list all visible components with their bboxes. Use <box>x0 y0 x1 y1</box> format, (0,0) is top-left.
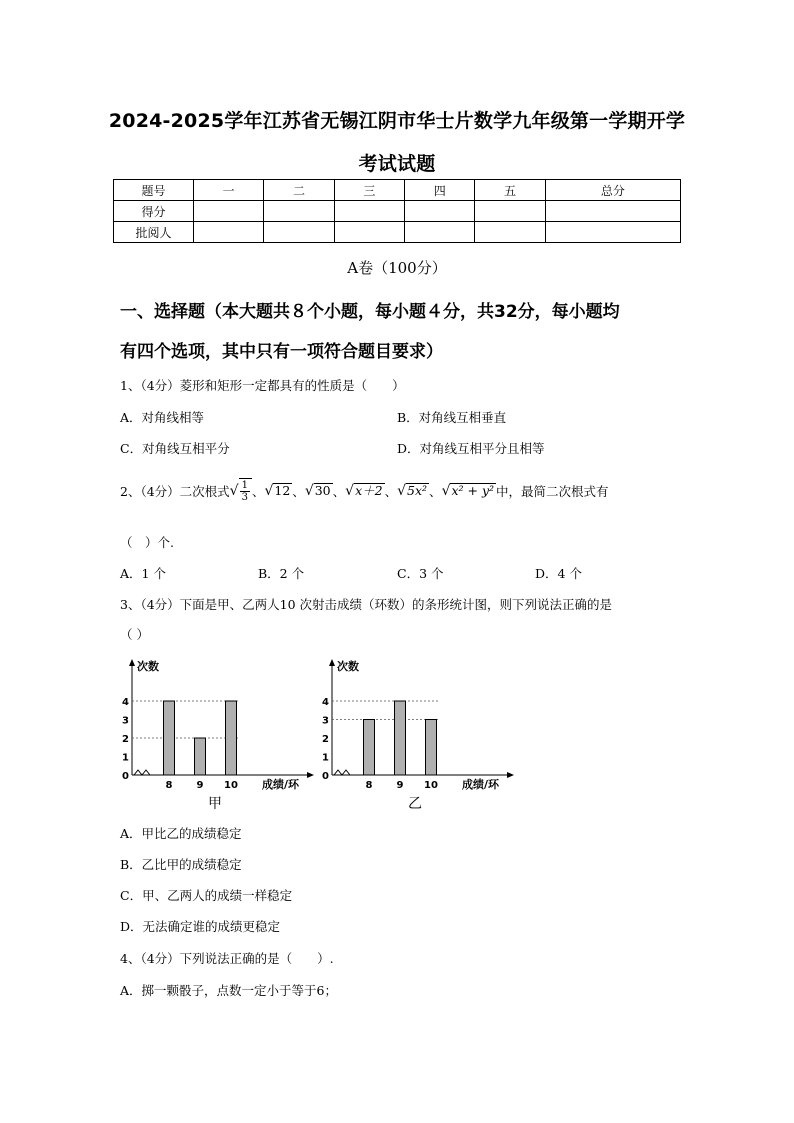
x-tick-label: 10 <box>224 780 238 791</box>
q2-option-c[interactable]: C．3 个 <box>397 566 444 581</box>
x-tick-label: 10 <box>424 780 438 791</box>
x-axis-arrow-icon <box>507 772 514 778</box>
axis-break-icon <box>334 770 350 775</box>
q3-option-b[interactable]: B．乙比甲的成绩稳定 <box>120 857 242 872</box>
q1-option-c[interactable]: C．对角线互相平分 <box>120 441 230 456</box>
reviewer-cell[interactable] <box>545 222 680 243</box>
score-table-row <box>114 222 681 243</box>
q2-radical-5: 5x² <box>407 483 428 498</box>
bar <box>426 720 437 776</box>
bar <box>164 701 175 775</box>
bar <box>364 720 375 776</box>
score-cell[interactable] <box>264 201 334 222</box>
q2-sep: 、 <box>251 483 265 499</box>
score-table <box>113 179 681 243</box>
radical-sign-icon: √ <box>304 482 314 499</box>
radical-sign-icon: √ <box>264 482 274 499</box>
q1-option-a[interactable]: A．对角线相等 <box>120 410 205 425</box>
score-cell[interactable] <box>545 201 680 222</box>
reviewer-cell[interactable] <box>405 222 475 243</box>
q1-option-d[interactable]: D．对角线互相平分且相等 <box>397 441 545 456</box>
radical-sign-icon: √ <box>397 482 407 499</box>
score-table-header-cell: 总分 <box>545 180 680 201</box>
radical-sign-icon: √ <box>229 482 239 499</box>
x-axis-label: 成绩/环 <box>462 778 500 791</box>
score-cell[interactable] <box>475 201 545 222</box>
score-table-header-cell: 五 <box>475 180 545 201</box>
q2-sep: 、 <box>332 483 346 499</box>
score-table-row-label: 批阅人 <box>114 222 194 243</box>
score-table-header-cell: 四 <box>405 180 475 201</box>
q2-stem-line2: （ ）个. <box>120 535 174 550</box>
score-table-header-cell: 一 <box>194 180 264 201</box>
bar <box>195 738 206 775</box>
q2-frac-num: 1 <box>241 480 248 491</box>
bar-chart-jia <box>110 650 320 815</box>
bar <box>226 701 237 775</box>
q1-option-b[interactable]: B．对角线互相垂直 <box>397 410 507 425</box>
q2-radical-4: x＋2 <box>355 483 383 498</box>
score-table-header-row <box>114 180 681 201</box>
q2-stem <box>120 478 609 503</box>
score-table-row <box>114 201 681 222</box>
q2-option-a[interactable]: A．1 个 <box>120 566 166 581</box>
q2-option-b[interactable]: B．2 个 <box>258 566 305 581</box>
doc-title-line1: 2024-2025学年江苏省无锡江阴市华士片数学九年级第一学期开学 <box>108 110 686 132</box>
y-tick-label: 2 <box>322 734 329 745</box>
radical-sign-icon: √ <box>441 482 451 499</box>
y-axis-label: 次数 <box>337 660 359 673</box>
q3-stem-line1: 3、（4分）下面是甲、乙两人10 次射击成绩（环数）的条形统计图，则下列说法正确的是 <box>120 597 613 612</box>
x-tick-label: 9 <box>396 780 404 791</box>
score-table-row-label: 得分 <box>114 201 194 222</box>
y-tick-label: 1 <box>322 752 329 764</box>
q2-frac-den: 3 <box>241 492 248 503</box>
bar-chart-yi <box>310 650 520 815</box>
q2-radical-3: 30 <box>314 483 331 498</box>
score-cell[interactable] <box>334 201 404 222</box>
radical-sign-icon: √ <box>345 482 355 499</box>
y-tick-label: 2 <box>122 734 129 745</box>
x-tick-label: 9 <box>196 780 204 791</box>
q2-radical-6: x² + y² <box>451 483 495 498</box>
y-tick-label: 4 <box>122 697 129 708</box>
score-cell[interactable] <box>405 201 475 222</box>
section-heading-line1: 一、选择题（本大题共８个小题，每小题４分，共32分，每小题均 <box>120 302 620 322</box>
x-axis-label: 成绩/环 <box>262 778 300 791</box>
q2-option-d[interactable]: D．4 个 <box>535 566 582 581</box>
q2-suffix: 中，最简二次根式有 <box>496 483 609 499</box>
q2-radical-2: 12 <box>274 483 291 498</box>
q2-prefix: 2、（4分）二次根式 <box>120 483 230 499</box>
q2-sep: 、 <box>292 483 305 499</box>
q2-radical-1 <box>239 478 252 503</box>
volume-heading: A卷（100分） <box>347 259 447 277</box>
y-axis-label: 次数 <box>137 660 159 673</box>
score-cell[interactable] <box>194 201 264 222</box>
reviewer-cell[interactable] <box>475 222 545 243</box>
q4-stem: 4、（4分）下列说法正确的是（ ）. <box>120 951 334 966</box>
y-tick-label: 0 <box>322 771 329 782</box>
y-tick-label: 3 <box>322 715 329 727</box>
q4-option-a[interactable]: A．掷一颗骰子，点数一定小于等于6； <box>120 983 337 998</box>
q1-stem: 1、（4分）菱形和矩形一定都具有的性质是（ ） <box>120 378 405 393</box>
y-axis-arrow-icon <box>329 659 335 666</box>
reviewer-cell[interactable] <box>264 222 334 243</box>
y-axis-arrow-icon <box>129 659 135 666</box>
score-table-header-cell: 三 <box>334 180 404 201</box>
y-tick-label: 1 <box>122 752 129 764</box>
q3-option-d[interactable]: D．无法确定谁的成绩更稳定 <box>120 919 281 934</box>
doc-title-line2: 考试试题 <box>358 153 436 175</box>
reviewer-cell[interactable] <box>334 222 404 243</box>
score-table-header-cell: 题号 <box>114 180 194 201</box>
chart-title: 甲 <box>208 796 222 812</box>
x-tick-label: 8 <box>365 780 373 791</box>
q2-sep: 、 <box>384 483 398 499</box>
score-table-header-cell: 二 <box>264 180 334 201</box>
x-tick-label: 8 <box>165 780 173 791</box>
bar <box>395 701 406 775</box>
y-tick-label: 0 <box>122 771 129 782</box>
section-heading-line2: 有四个选项，其中只有一项符合题目要求） <box>120 342 443 362</box>
q2-sep: 、 <box>429 483 442 499</box>
chart-title: 乙 <box>408 796 422 812</box>
y-tick-label: 3 <box>122 715 129 727</box>
q3-option-c[interactable]: C．甲、乙两人的成绩一样稳定 <box>120 888 293 903</box>
y-tick-label: 4 <box>322 697 329 708</box>
axis-break-icon <box>134 770 150 775</box>
reviewer-cell[interactable] <box>194 222 264 243</box>
q3-option-a[interactable]: A．甲比乙的成绩稳定 <box>120 826 242 841</box>
q3-stem-line2: （ ） <box>120 627 149 642</box>
